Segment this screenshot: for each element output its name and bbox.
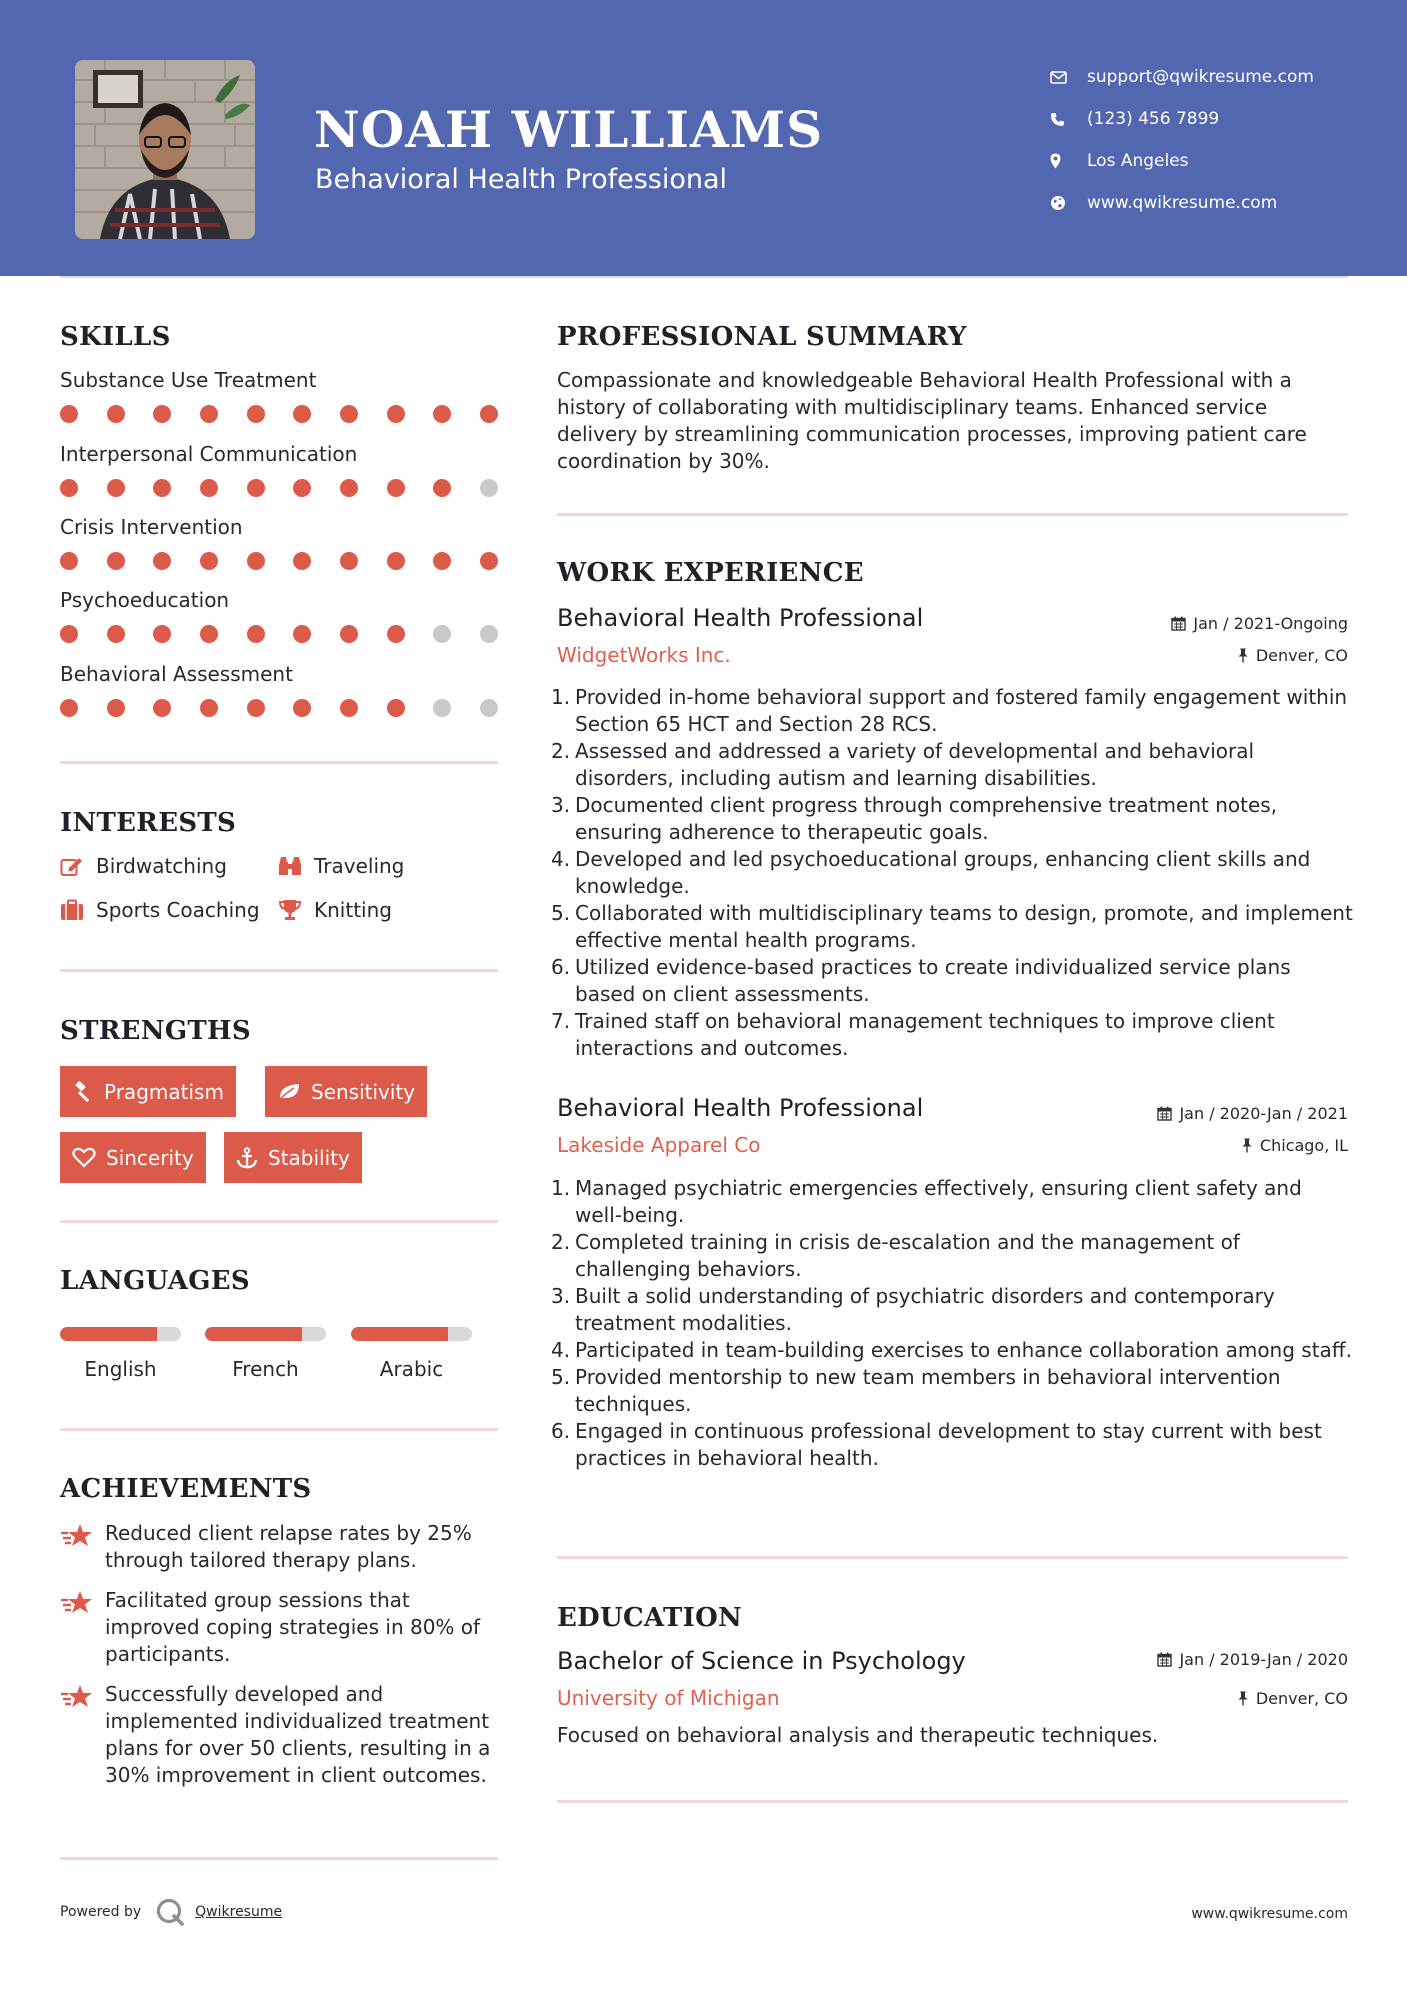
- rating-dot-empty: [433, 625, 451, 643]
- rating-dot-filled: [387, 699, 405, 717]
- rating-dot-filled: [433, 405, 451, 423]
- list-number: 2.: [551, 1230, 571, 1254]
- rating-dot-filled: [107, 625, 125, 643]
- resume-header: [0, 0, 1407, 276]
- pushpin-icon: [1241, 1138, 1253, 1153]
- binoculars-icon: [278, 855, 314, 877]
- job-location-text: Chicago, IL: [1259, 1136, 1348, 1155]
- job-title: Behavioral Health Professional: [557, 1094, 924, 1122]
- rating-dot-empty: [480, 479, 498, 497]
- rating-dot-filled: [200, 479, 218, 497]
- achievement-text: Reduced client relapse rates by 25% through tailored therapy plans.: [105, 1521, 472, 1572]
- rating-dot-filled: [340, 552, 358, 570]
- list-item: [551, 792, 1355, 846]
- contact-phone[interactable]: [1050, 98, 1314, 140]
- qwikresume-logo-icon: [155, 1897, 185, 1927]
- rating-dot-filled: [293, 552, 311, 570]
- rating-dot-empty: [433, 699, 451, 717]
- rating-dot-filled: [293, 405, 311, 423]
- list-item-text: Engaged in continuous professional development to stay current with best practices in behavioral health.: [575, 1419, 1322, 1470]
- rating-dot-filled: [60, 405, 78, 423]
- list-item: [551, 900, 1355, 954]
- calendar-icon: [1171, 616, 1186, 631]
- skill-label: Interpersonal Communication: [60, 442, 358, 466]
- list-item-text: Managed psychiatric emergencies effectively, ensuring client safety and well-being.: [575, 1176, 1302, 1227]
- list-item: [551, 738, 1355, 792]
- rating-dot-filled: [107, 552, 125, 570]
- rating-dot-filled: [153, 699, 171, 717]
- list-item-text: Developed and led psychoeducational groups, enhancing client skills and knowledge.: [575, 847, 1311, 898]
- shooting-star-icon: [60, 1587, 105, 1668]
- interest-label: Traveling: [314, 854, 405, 878]
- profile-photo: [75, 60, 255, 239]
- list-item-text: Provided mentorship to new team members in behavioral intervention techniques.: [575, 1365, 1281, 1416]
- company-name: WidgetWorks Inc.: [557, 643, 731, 667]
- calendar-icon: [1157, 1106, 1172, 1121]
- candidate-name: NOAH WILLIAMS: [314, 100, 824, 159]
- contact-phone-text: (123) 456 7899: [1087, 109, 1220, 129]
- profile-photo-illustration: [75, 60, 255, 239]
- rating-dot-filled: [60, 552, 78, 570]
- leaf-icon: [277, 1082, 301, 1102]
- list-item: [551, 1337, 1355, 1364]
- rating-dot-filled: [293, 479, 311, 497]
- interest-item: [278, 854, 404, 878]
- job-location: [1241, 1136, 1348, 1155]
- interest-item: [278, 898, 392, 922]
- skills-divider: [60, 761, 498, 764]
- contact-email-text: support@qwikresume.com: [1087, 67, 1314, 87]
- language-label: English: [84, 1357, 157, 1381]
- strength-chip: [60, 1132, 206, 1183]
- experience-heading: WORK EXPERIENCE: [557, 558, 864, 588]
- interest-label: Birdwatching: [96, 854, 227, 878]
- language-level-bar: [205, 1327, 326, 1341]
- rating-dot-filled: [340, 625, 358, 643]
- skill-rating: [60, 625, 498, 643]
- languages-divider: [60, 1428, 498, 1431]
- interest-label: Sports Coaching: [96, 898, 260, 922]
- list-item-text: Documented client progress through comprehensive treatment notes, ensuring adherence to therapeutic goals.: [575, 793, 1278, 844]
- job-dates: [1157, 1104, 1348, 1123]
- interests-heading: INTERESTS: [60, 808, 237, 838]
- rating-dot-filled: [293, 699, 311, 717]
- list-number: 3.: [551, 793, 571, 817]
- contact-website-text: www.qwikresume.com: [1087, 193, 1278, 213]
- education-description: Focused on behavioral analysis and therapeutic techniques.: [557, 1723, 1159, 1747]
- job-responsibilities: [551, 684, 1355, 1062]
- rating-dot-filled: [153, 405, 171, 423]
- list-item: [551, 684, 1355, 738]
- contact-location: [1050, 140, 1314, 182]
- language-level-fill: [205, 1327, 302, 1341]
- list-item: [551, 1418, 1355, 1472]
- list-item-text: Participated in team-building exercises to enhance collaboration among staff.: [575, 1338, 1352, 1362]
- list-number: 5.: [551, 1365, 571, 1389]
- calendar-icon: [1157, 1652, 1172, 1667]
- list-number: 5.: [551, 901, 571, 925]
- phone-icon: [1050, 112, 1087, 127]
- interest-item: [60, 898, 260, 922]
- list-item-text: Utilized evidence-based practices to create individualized service plans based on client assessments.: [575, 955, 1291, 1006]
- job-title: Behavioral Health Professional: [557, 604, 924, 632]
- education-location-text: Denver, CO: [1255, 1689, 1348, 1708]
- education-location: [1237, 1689, 1348, 1708]
- job-location-text: Denver, CO: [1255, 646, 1348, 665]
- education-heading: EDUCATION: [557, 1603, 743, 1633]
- rating-dot-filled: [200, 625, 218, 643]
- contact-list: [1050, 56, 1314, 224]
- list-number: 2.: [551, 739, 571, 763]
- skills-heading: SKILLS: [60, 322, 171, 352]
- pencil-square-icon: [60, 855, 96, 877]
- rating-dot-filled: [387, 405, 405, 423]
- rating-dot-filled: [107, 405, 125, 423]
- anchor-icon: [236, 1147, 258, 1169]
- rating-dot-filled: [60, 479, 78, 497]
- achievements-heading: ACHIEVEMENTS: [60, 1474, 312, 1504]
- achievement-item: [60, 1587, 500, 1668]
- languages-heading: LANGUAGES: [60, 1266, 250, 1296]
- rating-dot-filled: [247, 699, 265, 717]
- rating-dot-filled: [433, 479, 451, 497]
- header-divider: [60, 276, 1348, 278]
- rating-dot-filled: [247, 625, 265, 643]
- language-level-bar: [60, 1327, 181, 1341]
- briefcase-icon: [60, 899, 96, 921]
- footer-powered-by: [60, 1897, 282, 1927]
- list-item-text: Trained staff on behavioral management techniques to improve client interactions and outcomes.: [575, 1009, 1275, 1060]
- strength-label: Sincerity: [106, 1145, 194, 1170]
- summary-divider: [557, 513, 1348, 516]
- list-item-text: Built a solid understanding of psychiatric disorders and contemporary treatment modalities.: [575, 1284, 1275, 1335]
- trophy-icon: [278, 899, 314, 921]
- rating-dot-filled: [433, 552, 451, 570]
- interest-label: Knitting: [314, 898, 392, 922]
- strength-chip: [224, 1132, 362, 1183]
- heart-icon: [72, 1147, 96, 1168]
- rating-dot-filled: [387, 552, 405, 570]
- language-label: Arabic: [379, 1357, 444, 1381]
- contact-website[interactable]: [1050, 182, 1314, 224]
- rating-dot-filled: [340, 699, 358, 717]
- experience-divider: [557, 1556, 1348, 1559]
- map-pin-icon: [1050, 153, 1087, 169]
- list-item-text: Completed training in crisis de-escalation and the management of challenging behaviors.: [575, 1230, 1240, 1281]
- rating-dot-filled: [60, 625, 78, 643]
- contact-location-text: Los Angeles: [1087, 151, 1189, 171]
- rating-dot-filled: [387, 479, 405, 497]
- rating-dot-filled: [387, 625, 405, 643]
- rating-dot-empty: [480, 625, 498, 643]
- rating-dot-filled: [200, 552, 218, 570]
- list-item: [551, 1175, 1355, 1229]
- rating-dot-filled: [247, 405, 265, 423]
- rating-dot-filled: [60, 699, 78, 717]
- education-dates: [1157, 1650, 1348, 1669]
- globe-icon: [1050, 195, 1087, 211]
- job-location: [1237, 646, 1348, 665]
- skill-label: Crisis Intervention: [60, 515, 243, 539]
- shooting-star-icon: [60, 1681, 105, 1789]
- gavel-icon: [72, 1081, 94, 1103]
- rating-dot-filled: [480, 405, 498, 423]
- achievement-text: Successfully developed and implemented individualized treatment plans for over 50 clients, resulting in a 30% improvement in client outcomes.: [105, 1682, 491, 1787]
- rating-dot-filled: [200, 699, 218, 717]
- rating-dot-filled: [340, 479, 358, 497]
- achievement-item: [60, 1520, 500, 1574]
- language-label: French: [232, 1357, 299, 1381]
- school-name: University of Michigan: [557, 1686, 780, 1710]
- strength-label: Pragmatism: [104, 1079, 224, 1104]
- qwikresume-link[interactable]: Qwikresume: [195, 1904, 283, 1920]
- skill-label: Behavioral Assessment: [60, 662, 293, 686]
- summary-heading: PROFESSIONAL SUMMARY: [557, 322, 967, 352]
- strengths-divider: [60, 1220, 498, 1223]
- list-number: 1.: [551, 685, 571, 709]
- rating-dot-filled: [480, 552, 498, 570]
- language-level-bar: [351, 1327, 472, 1341]
- candidate-title: Behavioral Health Professional: [315, 164, 728, 195]
- interest-item: [60, 854, 227, 878]
- skill-rating: [60, 479, 498, 497]
- achievements-divider: [60, 1857, 498, 1860]
- list-number: 6.: [551, 1419, 571, 1443]
- skill-label: Psychoeducation: [60, 588, 230, 612]
- list-item-text: Assessed and addressed a variety of developmental and behavioral disorders, including autism and learning disabilities.: [575, 739, 1255, 790]
- strength-chip: [60, 1066, 236, 1117]
- list-number: 6.: [551, 955, 571, 979]
- list-item-text: Provided in-home behavioral support and fostered family engagement within Section 65 HCT and Section 28 RCS.: [575, 685, 1348, 736]
- list-number: 7.: [551, 1009, 571, 1033]
- rating-dot-filled: [247, 479, 265, 497]
- rating-dot-filled: [153, 552, 171, 570]
- rating-dot-filled: [107, 699, 125, 717]
- education-divider: [557, 1800, 1348, 1803]
- footer-website[interactable]: www.qwikresume.com: [1191, 1906, 1348, 1922]
- company-name: Lakeside Apparel Co: [557, 1133, 761, 1157]
- job-dates: [1171, 614, 1348, 633]
- list-number: 3.: [551, 1284, 571, 1308]
- list-item: [551, 846, 1355, 900]
- strength-label: Stability: [268, 1145, 350, 1170]
- skill-rating: [60, 552, 498, 570]
- list-item: [551, 1364, 1355, 1418]
- rating-dot-filled: [200, 405, 218, 423]
- skill-rating: [60, 699, 498, 717]
- list-number: 4.: [551, 847, 571, 871]
- achievement-item: [60, 1681, 500, 1789]
- rating-dot-empty: [480, 699, 498, 717]
- job-responsibilities: [551, 1175, 1355, 1472]
- strengths-heading: STRENGTHS: [60, 1016, 251, 1046]
- list-item: [551, 1229, 1355, 1283]
- achievement-text: Facilitated group sessions that improved coping strategies in 80% of participants.: [105, 1588, 481, 1666]
- language-level-fill: [60, 1327, 157, 1341]
- list-item-text: Collaborated with multidisciplinary teams to design, promote, and implement effective mental health programs.: [575, 901, 1353, 952]
- job-dates-text: Jan / 2021-Ongoing: [1193, 614, 1348, 633]
- rating-dot-filled: [247, 552, 265, 570]
- powered-by-label: Powered by: [60, 1904, 142, 1920]
- skill-rating: [60, 405, 498, 423]
- rating-dot-filled: [153, 479, 171, 497]
- rating-dot-filled: [153, 625, 171, 643]
- rating-dot-filled: [340, 405, 358, 423]
- contact-email[interactable]: [1050, 56, 1314, 98]
- language-level-fill: [351, 1327, 448, 1341]
- list-number: 4.: [551, 1338, 571, 1362]
- interests-divider: [60, 969, 498, 972]
- pushpin-icon: [1237, 648, 1249, 663]
- summary-text: Compassionate and knowledgeable Behavioral Health Professional with a history of collaborating with multidisciplinary teams. Enhanced service delivery by streamlining communication processes, improving patient care coordination by 30%.: [557, 368, 1307, 473]
- list-number: 1.: [551, 1176, 571, 1200]
- job-dates-text: Jan / 2020-Jan / 2021: [1179, 1104, 1348, 1123]
- rating-dot-filled: [107, 479, 125, 497]
- strength-label: Sensitivity: [311, 1079, 416, 1104]
- list-item: [551, 1008, 1355, 1062]
- skill-label: Substance Use Treatment: [60, 368, 317, 392]
- list-item: [551, 954, 1355, 1008]
- degree-title: Bachelor of Science in Psychology: [557, 1647, 966, 1675]
- strength-chip: [265, 1066, 427, 1117]
- rating-dot-filled: [293, 625, 311, 643]
- list-item: [551, 1283, 1355, 1337]
- pushpin-icon: [1237, 1691, 1249, 1706]
- shooting-star-icon: [60, 1520, 105, 1574]
- education-dates-text: Jan / 2019-Jan / 2020: [1179, 1650, 1348, 1669]
- envelope-icon: [1050, 71, 1087, 84]
